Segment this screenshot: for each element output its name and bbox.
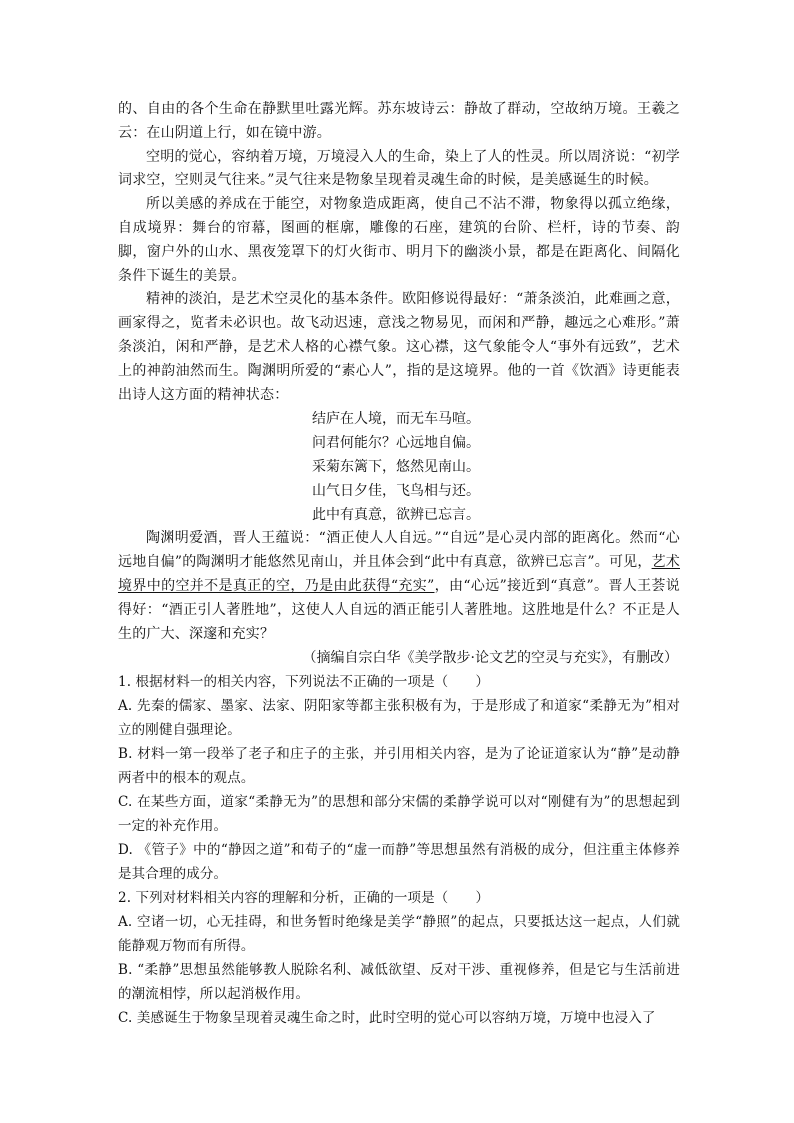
poem-line: 结庐在人境，而无车马喧。 [312, 411, 480, 428]
poem-line: 山气日夕佳，飞鸟相与还。 [312, 483, 480, 500]
document-page [118, 98, 680, 1030]
question-1-option-b: B. 材料一第一段举了老子和庄子的主张，并引用相关内容，是为了论证道家认为“静”是动静两者中的根本的观点。 [118, 746, 680, 787]
question-2-option-a: A. 空诸一切，心无挂碍，和世务暂时绝缘是美学“静照”的起点，只要抵达这一起点，人们就能静观万物而有所得。 [118, 914, 680, 955]
question-1-option-d: D. 《管子》中的“静因之道”和荀子的“虚一而静”等思想虽然有消极的成分，但注重主体修养是其合理的成分。 [118, 842, 680, 883]
paragraph-5-text-b: ，由“心远”接近到“真意”。晋人王荟说得好：“酒正引人著胜地”，这使人人自远的酒正能引人著胜地。这胜地是什么？不正是人生的广大、深邃和充实？ [118, 577, 680, 642]
underlined-sentence: 艺术境界中的空并不是真正的空，乃是由此获得“充实” [118, 554, 680, 594]
paragraph-2: 空明的觉心，容纳着万境，万境浸入人的生命，染上了人的性灵。所以周济说：“初学词求空，空则灵气往来。”灵气往来是物象呈现着灵魂生命的时候，是美感诞生的时候。 [118, 148, 680, 189]
question-1-option-c: C. 在某些方面，道家“柔静无为”的思想和部分宋儒的柔静学说可以对“刚健有为”的思想起到一定的补充作用。 [118, 794, 680, 835]
paragraph-1: 的、自由的各个生命在静默里吐露光辉。苏东坡诗云：静故了群动，空故纳万境。王羲之云：在山阴道上行，如在镜中游。 [118, 101, 680, 141]
paragraph-4: 精神的淡泊，是艺术空灵化的基本条件。欧阳修说得最好：“萧条淡泊，此难画之意，画家得之，览者未必识也。故飞动迟速，意浅之物易见，而闲和严静，趣远之心难形。”萧条淡泊，闲和严静，是艺术人格的心襟气象。这心襟，这气象能令人“事外有远致”，艺术上的神韵油然而生。陶渊明所爱的“素心人”，指的是这境界。他的一首《饮酒》诗更能表出诗人这方面的精神状态： [118, 291, 680, 403]
poem-line: 问君何能尔？心远地自偏。 [312, 435, 480, 452]
question-2: 2. 下列对材料相关内容的理解和分析，正确的一项是（ ） [118, 890, 490, 907]
paragraph-3: 所以美感的养成在于能空，对物象造成距离，使自己不沾不滞，物象得以孤立绝缘，自成境界：舞台的帘幕，图画的框廓，雕像的石座，建筑的台阶、栏杆，诗的节奏、韵脚，窗户外的山水、黑夜笼罩下的灯火街市、明月下的幽淡小景，都是在距离化、间隔化条件下诞生的美景。 [118, 196, 680, 284]
paragraph-5 [118, 527, 680, 646]
poem-line: 此中有真意，欲辨已忘言。 [312, 507, 480, 524]
poem-block [118, 407, 680, 527]
paragraph-5-text-a: 陶渊明爱酒，晋人王蕴说：“酒正使人人自远。”“自远”是心灵内部的距离化。然而“心远地自偏”的陶渊明才能悠然见南山，并且体会到“此中有真意，欲辨已忘言”。可见， [118, 530, 680, 571]
source-citation: （摘编自宗白华《美学散步·论文艺的空灵与充实》，有删改） [302, 650, 678, 667]
question-1: 1. 根据材料一的相关内容，下列说法不正确的一项是（ ） [118, 674, 490, 691]
question-1-option-a: A. 先秦的儒家、墨家、法家、阴阳家等都主张积极有为，于是形成了和道家“柔静无为”相对立的刚健自强理论。 [118, 698, 680, 739]
poem-line: 采菊东篱下，悠然见南山。 [312, 459, 480, 476]
question-2-option-b: B. “柔静”思想虽然能够教人脱除名利、减低欲望、反对干涉、重视修养，但是它与生活前进的潮流相悖，所以起消极作用。 [118, 962, 680, 1003]
question-2-option-c: C. 美感诞生于物象呈现着灵魂生命之时，此时空明的觉心可以容纳万境，万境中也浸入了 [118, 1010, 656, 1027]
